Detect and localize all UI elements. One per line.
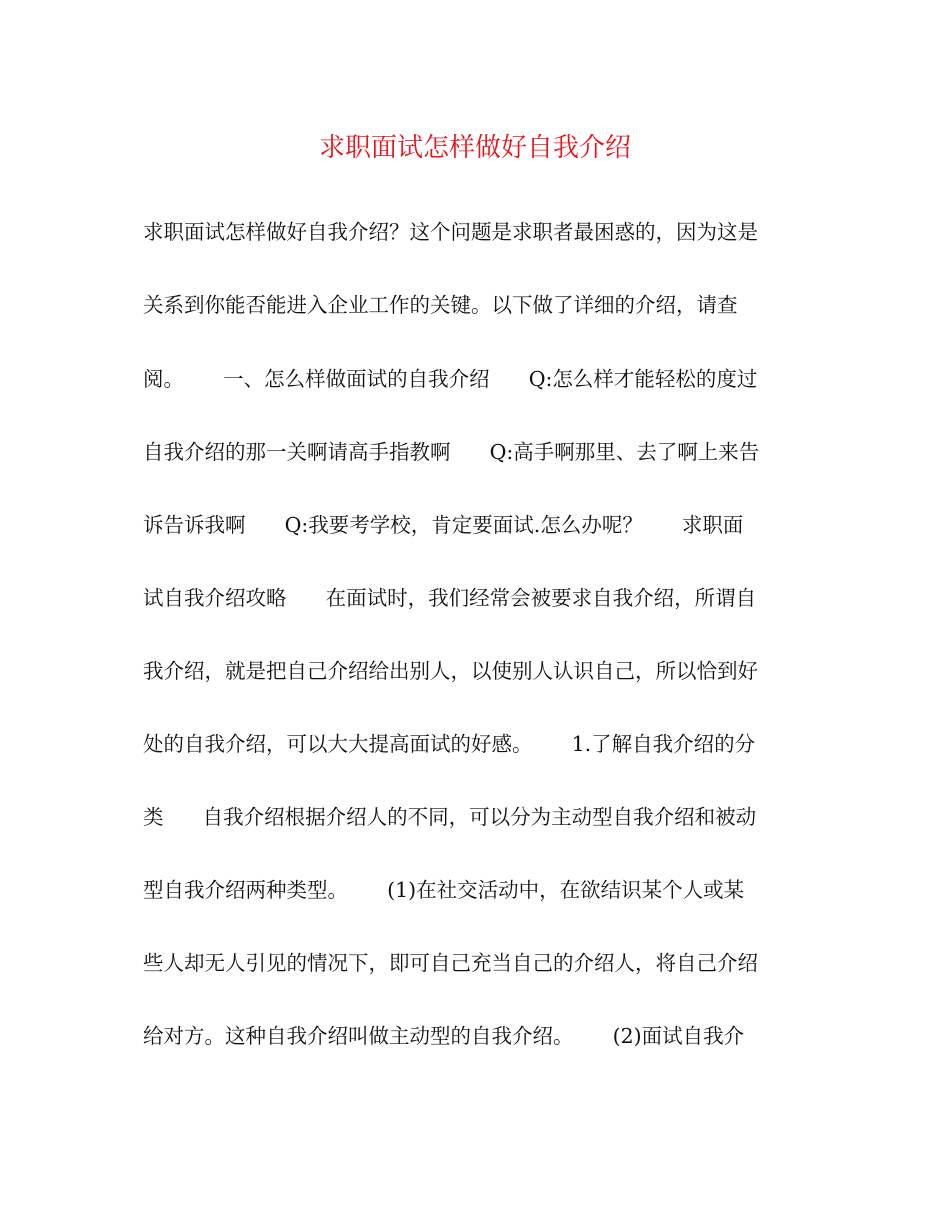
- body-line: 我介绍，就是把自己介绍给出别人，以使别人认识自己，所以恰到好: [143, 659, 758, 683]
- body-line: 类 自我介绍根据介绍人的不同，可以分为主动型自我介绍和被动: [143, 805, 757, 829]
- body-line: 自我介绍的那一关啊请高手指教啊 Q:高手啊那里、去了啊上来告: [143, 440, 760, 464]
- body-line: 诉告诉我啊 Q:我要考学校，肯定要面试.怎么办呢？ 求职面: [143, 513, 744, 537]
- body-line: 试自我介绍攻略 在面试时，我们经常会被要求自我介绍，所谓自: [143, 586, 757, 610]
- document-title: 求职面试怎样做好自我介绍: [318, 133, 631, 163]
- body-line: 型自我介绍两种类型。 (1)在社交活动中，在欲结识某个人或某: [143, 878, 745, 902]
- body-line: 给对方。这种自我介绍叫做主动型的自我介绍。 (2)面试自我介: [143, 1024, 745, 1048]
- body-line: 关系到你能否能进入企业工作的关键。以下做了详细的介绍，请查: [143, 293, 738, 317]
- body-line: 阅。 一、怎么样做面试的自我介绍 Q:怎么样才能轻松的度过: [143, 367, 758, 391]
- body-line: 求职面试怎样做好自我介绍？这个问题是求职者最困惑的，因为这是: [143, 220, 758, 244]
- body-line: 些人却无人引见的情况下，即可自己充当自己的介绍人，将自己介绍: [143, 951, 758, 975]
- body-line: 处的自我介绍，可以大大提高面试的好感。 1.了解自我介绍的分: [143, 732, 756, 756]
